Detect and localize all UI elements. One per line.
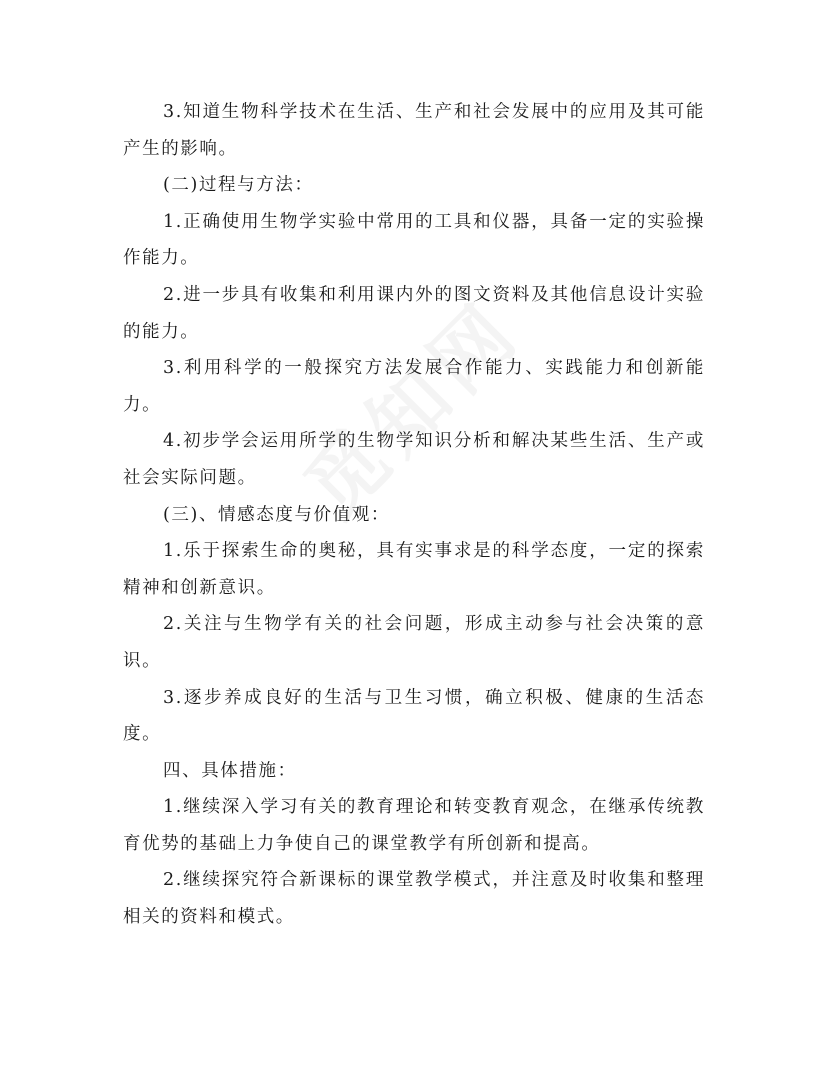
paragraph-measure-1: 1.继续深入学习有关的教育理论和转变教育观念，在继承传统教育优势的基础上力争使自己的课堂教学有所创新和提高。	[123, 797, 705, 854]
section-heading-attitudes-values: (三)、情感态度与价值观：	[163, 504, 390, 525]
paragraph-attitude-1: 1.乐于探索生命的奥秘，具有实事求是的科学态度，一定的探索精神和创新意识。	[123, 541, 705, 598]
paragraph-attitude-2: 2.关注与生物学有关的社会问题，形成主动参与社会决策的意识。	[123, 614, 705, 671]
paragraph-measure-2: 2.继续探究符合新课标的课堂教学模式，并注意及时收集和整理相关的资料和模式。	[123, 870, 705, 928]
document-body	[123, 94, 705, 936]
paragraph-process-4: 4.初步学会运用所学的生物学知识分析和解决某些生活、生产或社会实际问题。	[123, 431, 705, 488]
paragraph-process-3: 3.利用科学的一般探究方法发展合作能力、实践能力和创新能力。	[123, 358, 705, 415]
paragraph-process-2: 2.进一步具有收集和利用课内外的图文资料及其他信息设计实验的能力。	[123, 284, 705, 342]
section-heading-measures: 四、具体措施：	[163, 760, 297, 781]
paragraph-attitude-3: 3.逐步养成良好的生活与卫生习惯，确立积极、健康的生活态度。	[123, 687, 705, 745]
section-heading-process-methods: (二)过程与方法：	[163, 175, 314, 196]
paragraph-knowledge-3: 3.知道生物科学技术在生活、生产和社会发展中的应用及其可能产生的影响。	[123, 102, 705, 159]
paragraph-process-1: 1.正确使用生物学实验中常用的工具和仪器，具备一定的实验操作能力。	[123, 211, 705, 269]
